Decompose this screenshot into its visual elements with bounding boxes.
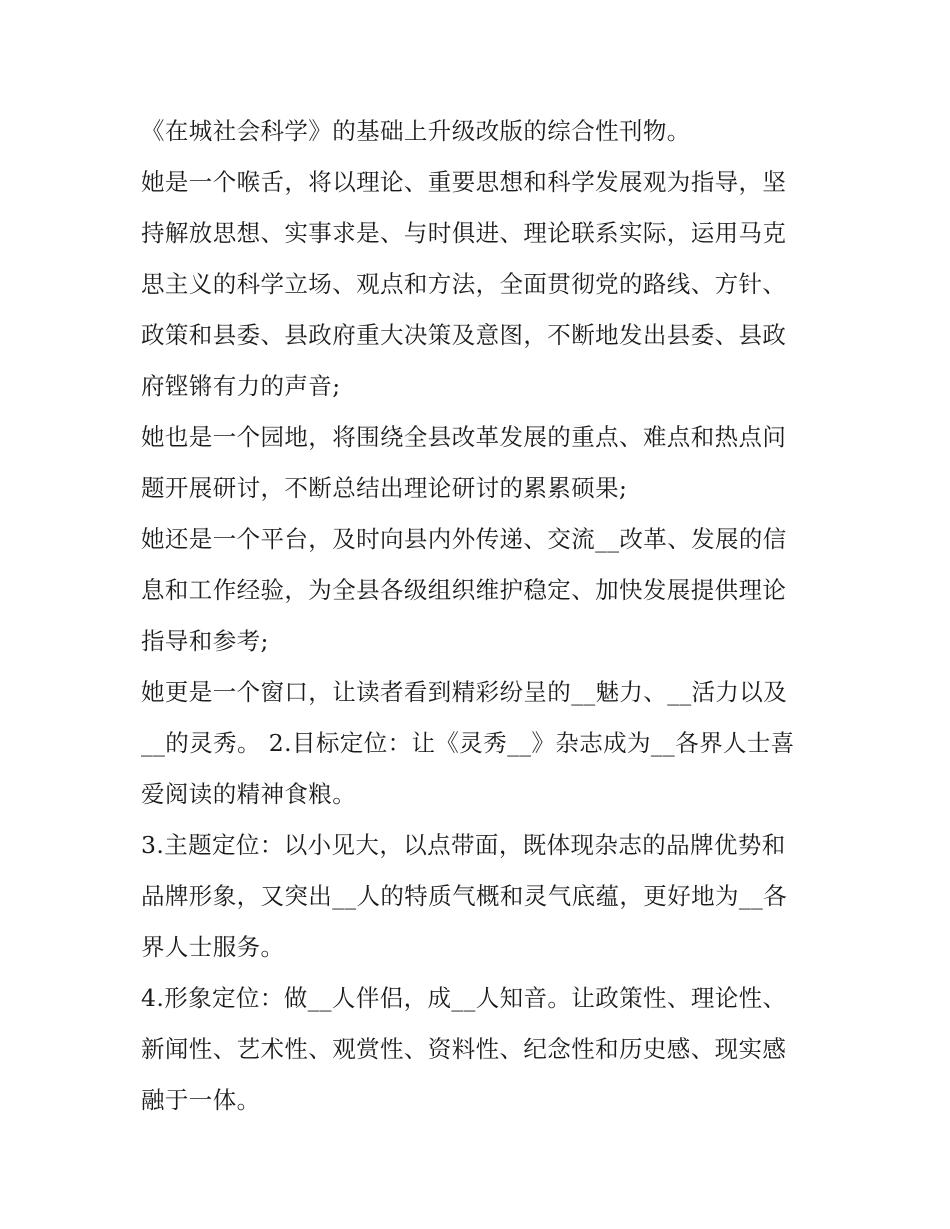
text-line: 题开展研讨，不断总结出理论研讨的累累硕果; xyxy=(141,474,628,502)
text-line: 4.形象定位：做__人伴侣，成__人知音。让政策性、理论性、 xyxy=(141,984,787,1012)
text-line: 指导和参考; xyxy=(141,627,269,655)
text-line: 府铿锵有力的声音; xyxy=(141,372,341,400)
text-line: 融于一体。 xyxy=(141,1086,261,1114)
text-line: 新闻性、艺术性、观赏性、资料性、纪念性和历史感、现实感 xyxy=(141,1035,787,1063)
text-line: 持解放思想、实事求是、与时俱进、理论联系实际，运用马克 xyxy=(141,219,787,247)
text-line: 政策和县委、县政府重大决策及意图，不断地发出县委、县政 xyxy=(141,321,787,349)
text-line: 《在城社会科学》的基础上升级改版的综合性刊物。 xyxy=(141,117,691,145)
text-line: 她更是一个窗口，让读者看到精彩纷呈的__魅力、__活力以及 xyxy=(141,678,788,706)
text-line: 品牌形象，又突出__人的特质气概和灵气底蕴，更好地为__各 xyxy=(141,882,788,910)
text-line: 她也是一个园地，将围绕全县改革发展的重点、难点和热点问 xyxy=(141,423,787,451)
document-body xyxy=(141,106,821,1126)
text-line: 爱阅读的精神食粮。 xyxy=(141,780,357,808)
text-line: 3.主题定位：以小见大，以点带面，既体现杂志的品牌优势和 xyxy=(141,831,786,859)
text-line: 思主义的科学立场、观点和方法，全面贯彻党的路线、方针、 xyxy=(141,270,787,298)
text-line: 她还是一个平台，及时向县内外传递、交流__改革、发展的信 xyxy=(141,525,787,553)
text-line: __的灵秀。 2.目标定位：让《灵秀__》杂志成为__各界人士喜 xyxy=(141,729,795,757)
text-line: 息和工作经验，为全县各级组织维护稳定、加快发展提供理论 xyxy=(141,576,787,604)
text-line: 界人士服务。 xyxy=(141,933,285,961)
text-line: 她是一个喉舌，将以理论、重要思想和科学发展观为指导，坚 xyxy=(141,168,787,196)
